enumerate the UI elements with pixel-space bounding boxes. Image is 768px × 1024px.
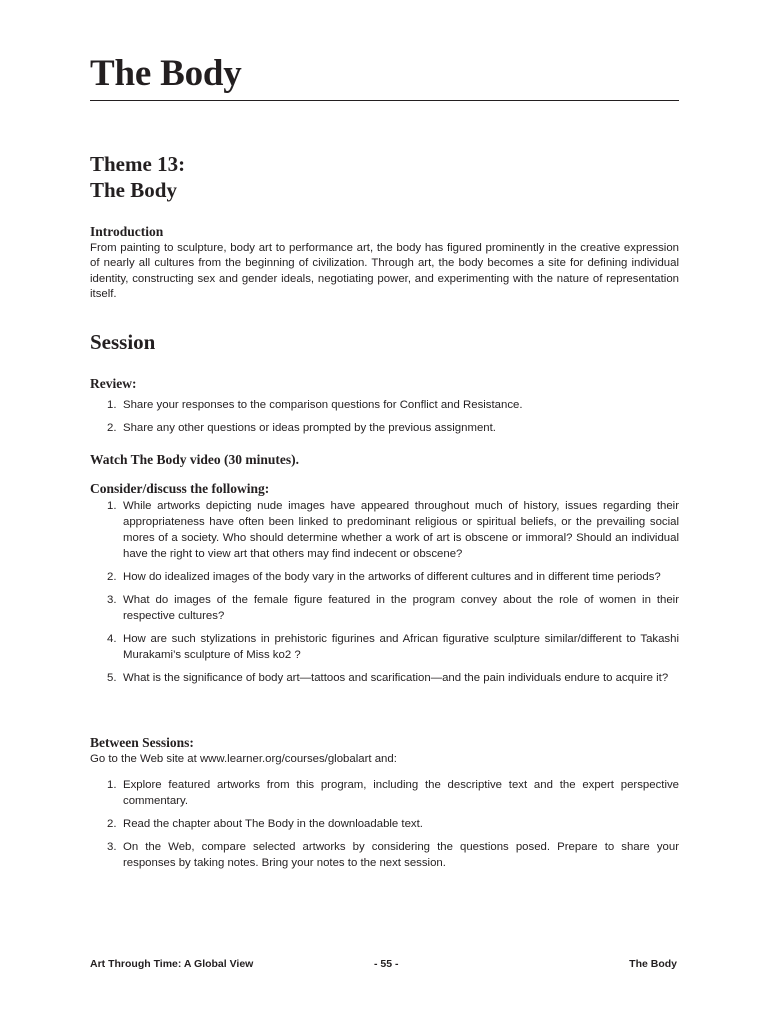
- consider-list: [90, 498, 679, 686]
- list-item-text: How do idealized images of the body vary in the artworks of different cultures and in different time periods?: [123, 571, 661, 583]
- between-sessions-intro: Go to the Web site at www.learner.org/courses/globalart and:: [90, 753, 397, 765]
- list-item-text: How are such stylizations in prehistoric figurines and African figurative sculpture similar/different to Takashi Murakami’s sculpture of Miss ko2 ?: [123, 633, 679, 661]
- introduction-text: From painting to sculpture, body art to performance art, the body has figured prominently in the creative expression of nearly all cultures from the beginning of civilization. Through art, the body becomes a site for defining individual identity, constructing sex and gender ideals, negotiating power, and experimenting with the nature of representation itself.: [90, 242, 679, 300]
- list-number: 4.: [107, 633, 117, 645]
- between-sessions-heading: Between Sessions:: [90, 735, 194, 750]
- footer-book-title: Art Through Time: A Global View: [90, 958, 254, 970]
- list-number: 2.: [107, 571, 117, 583]
- theme-number: Theme 13:: [90, 152, 186, 176]
- list-item-text: On the Web, compare selected artworks by considering the questions posed. Prepare to share your responses by taking notes. Bring your notes to the next session.: [123, 841, 679, 869]
- list-item: [90, 816, 679, 832]
- theme-heading: [90, 151, 185, 203]
- list-item-text: While artworks depicting nude images have appeared throughout much of history, issues regarding their appropriateness have often been linked to predominant religious or spiritual beliefs, or the prevailing social mores of a society. Who should determine whether a work of art is obscene or immoral? Should an individual have the right to view art that others may find indecent or obscene?: [123, 500, 679, 560]
- list-item: [90, 670, 679, 686]
- footer-chapter-title: The Body: [629, 958, 677, 970]
- list-number: 1.: [107, 779, 117, 791]
- list-item-text: Share your responses to the comparison questions for Conflict and Resistance.: [123, 399, 523, 411]
- list-number: 2.: [107, 818, 117, 830]
- review-heading: Review:: [90, 376, 137, 391]
- document-page: [90, 0, 679, 1024]
- consider-heading: Consider/discuss the following:: [90, 481, 270, 496]
- list-item: [90, 397, 679, 413]
- list-item-text: Explore featured artworks from this program, including the descriptive text and the expert perspective commentary.: [123, 779, 679, 807]
- page-title: The Body: [90, 53, 242, 94]
- list-item: [90, 592, 679, 624]
- list-number: 5.: [107, 672, 117, 684]
- theme-name: The Body: [90, 178, 177, 202]
- between-sessions-list: [90, 777, 679, 871]
- list-number: 1.: [107, 399, 117, 411]
- footer-page-number: - 55 -: [374, 958, 399, 970]
- list-item: [90, 498, 679, 562]
- list-item-text: What do images of the female figure featured in the program convey about the role of women in their respective cultures?: [123, 594, 679, 622]
- list-item: [90, 777, 679, 809]
- introduction-heading: Introduction: [90, 224, 164, 239]
- list-item: [90, 420, 679, 436]
- list-number: 3.: [107, 594, 117, 606]
- list-item-text: What is the significance of body art—tattoos and scarification—and the pain individuals endure to acquire it?: [123, 672, 669, 684]
- list-number: 3.: [107, 841, 117, 853]
- list-item-text: Share any other questions or ideas prompted by the previous assignment.: [123, 422, 496, 434]
- session-heading: Session: [90, 330, 156, 354]
- watch-video-heading: Watch The Body video (30 minutes).: [90, 452, 300, 467]
- review-list: [90, 397, 679, 436]
- list-item: [90, 631, 679, 663]
- list-item: [90, 839, 679, 871]
- list-item-text: Read the chapter about The Body in the downloadable text.: [123, 818, 423, 830]
- list-number: 1.: [107, 500, 117, 512]
- list-number: 2.: [107, 422, 117, 434]
- list-item: [90, 569, 679, 585]
- title-divider: [90, 100, 679, 101]
